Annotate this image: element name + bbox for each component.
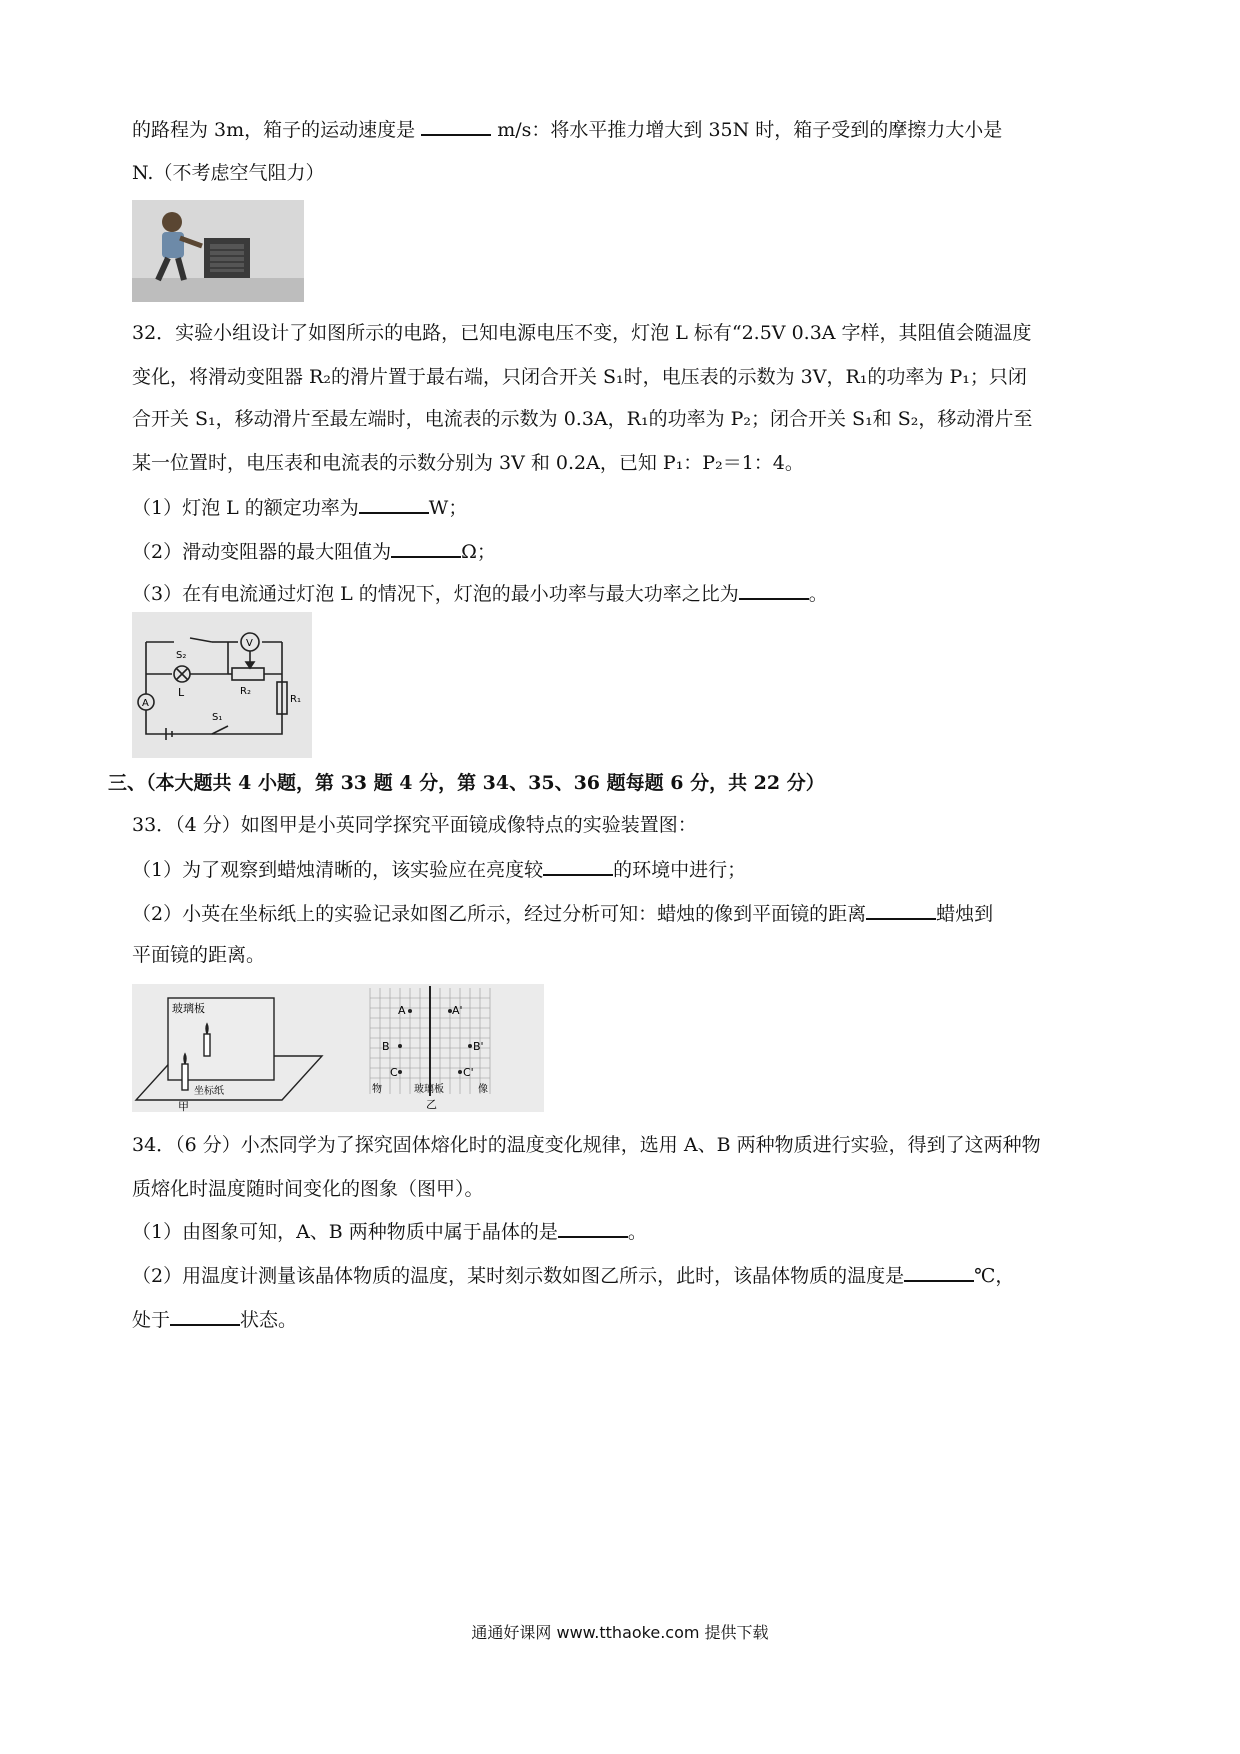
mirror-experiment-figure: [132, 984, 544, 1112]
q34-line1: 34．（6 分）小杰同学为了探究固体熔化时的温度变化规律，选用 A、B 两种物质进行实验，得到了这两种物: [132, 1134, 1041, 1156]
answer-blank[interactable]: [866, 900, 936, 920]
answer-blank[interactable]: [170, 1306, 240, 1326]
answer-blank[interactable]: [904, 1262, 974, 1282]
section-heading: 三、（本大题共 4 小题，第 33 题 4 分，第 34、35、36 题每题 6 分，共 22 分）: [108, 772, 825, 794]
q34-line-last: 处于 状态。: [132, 1306, 297, 1333]
point-a-label: A: [398, 1004, 406, 1017]
q33-sub2: （2）小英在坐标纸上的实验记录如图乙所示，经过分析可知：蜡烛的像到平面镜的距离 蜡烛到: [132, 900, 993, 927]
q34-sub1: （1）由图象可知，A、B 两种物质中属于晶体的是 。: [132, 1218, 647, 1245]
point-b-image-label: B': [473, 1040, 484, 1053]
object-side-label: 物: [372, 1084, 382, 1095]
answer-blank[interactable]: [739, 580, 809, 600]
point-a-image-label: A': [452, 1004, 463, 1017]
glass-plate-label: 玻璃板: [172, 1002, 205, 1015]
figure-jia-caption: 甲: [178, 1100, 189, 1112]
page-footer: 通通好课网 www.tthaoke.com 提供下载: [471, 1623, 769, 1642]
answer-blank[interactable]: [558, 1218, 628, 1238]
switch-s2-label: S₂: [176, 650, 187, 661]
point-b-label: B: [382, 1040, 390, 1053]
answer-blank[interactable]: [543, 856, 613, 876]
answer-blank[interactable]: [421, 116, 491, 136]
q32-line2: 变化，将滑动变阻器 R₂的滑片置于最右端，只闭合开关 S₁时，电压表的示数为 3V，R₁的功率为 P₁；只闭: [132, 366, 1027, 388]
circuit-figure: [132, 612, 312, 758]
q34-line2: 质熔化时温度随时间变化的图象（图甲）。: [132, 1178, 484, 1200]
q32-sub1: （1）灯泡 L 的额定功率为 W；: [132, 494, 467, 521]
coordinate-paper-label: 坐标纸: [194, 1086, 224, 1097]
q32-sub2: （2）滑动变阻器的最大阻值为 Ω；: [132, 538, 496, 565]
ammeter-label: A: [142, 698, 149, 709]
point-c-label: C: [390, 1066, 398, 1079]
glass-plate-line-label: 玻璃板: [414, 1084, 444, 1095]
q32-line1: 32．实验小组设计了如图所示的电路，已知电源电压不变，灯泡 L 标有“2.5V 0.3A 字样，其阻值会随温度: [132, 322, 1032, 344]
rheostat-label: R₂: [240, 686, 251, 697]
q33-sub1: （1）为了观察到蜡烛清晰的，该实验应在亮度较 的环境中进行；: [132, 856, 746, 883]
answer-blank[interactable]: [359, 494, 429, 514]
boy-pushing-box-figure: [132, 200, 304, 302]
point-c-image-label: C': [463, 1066, 474, 1079]
answer-blank[interactable]: [391, 538, 461, 558]
lamp-label: L: [178, 686, 185, 699]
q31-line1: 的路程为 3m，箱子的运动速度是 m/s：将水平推力增大到 35N 时，箱子受到的摩擦力大小是: [132, 116, 1002, 143]
q33-line1: 33．（4 分）如图甲是小英同学探究平面镜成像特点的实验装置图：: [132, 814, 697, 836]
image-side-label: 像: [478, 1084, 488, 1095]
q32-sub3: （3）在有电流通过灯泡 L 的情况下，灯泡的最小功率与最大功率之比为 。: [132, 580, 828, 607]
resistor-r1-label: R₁: [290, 694, 301, 705]
q32-line4: 某一位置时，电压表和电流表的示数分别为 3V 和 0.2A，已知 P₁：P₂＝1：4。: [132, 452, 804, 474]
voltmeter-label: V: [246, 638, 253, 649]
q32-line3: 合开关 S₁，移动滑片至最左端时，电流表的示数为 0.3A，R₁的功率为 P₂；闭合开关 S₁和 S₂，移动滑片至: [132, 408, 1033, 430]
q34-sub2: （2）用温度计测量该晶体物质的温度，某时刻示数如图乙所示，此时，该晶体物质的温度是 ℃，: [132, 1262, 1014, 1289]
switch-s1-label: S₁: [212, 712, 223, 723]
q31-line2: N.（不考虑空气阻力）: [132, 162, 325, 184]
figure-yi-caption: 乙: [426, 1098, 437, 1111]
q33-line-last: 平面镜的距离。: [132, 944, 266, 966]
